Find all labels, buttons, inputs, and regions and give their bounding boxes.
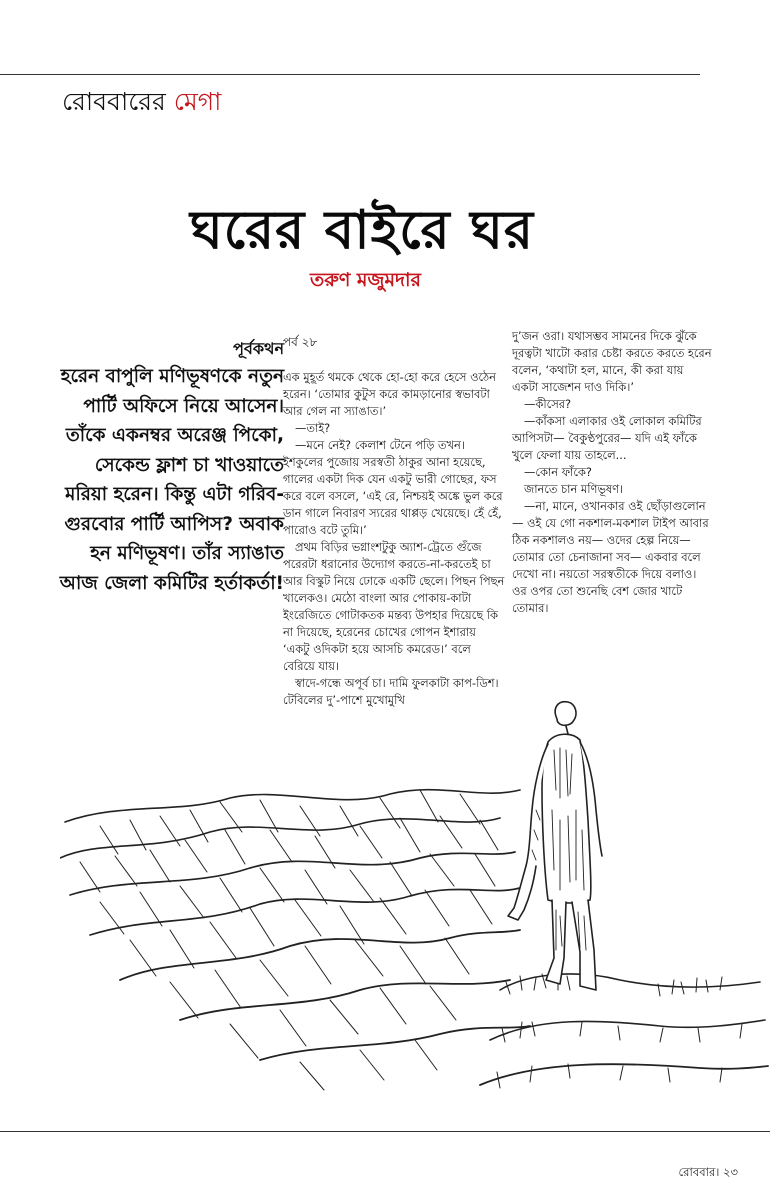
paragraph: —কীসের? [524, 397, 572, 411]
paragraph: স্বাদে-গন্ধে অপূর্ব চা। দামি ফুলকাটা কাপ-ডিশ। টেবিলের দু’-পাশে মুখোমুখি [283, 676, 499, 707]
top-rule [0, 74, 700, 75]
section-label-accent: মেগা [173, 87, 222, 116]
section-label-prefix: রোববারের [62, 87, 166, 116]
story-column-middle [283, 334, 505, 709]
author-byline: তরুণ মজুমদার [310, 269, 421, 291]
bottom-rule [0, 1131, 770, 1132]
episode-number: পর্ব ২৮ [283, 335, 318, 349]
man-on-hills-illustration [60, 690, 770, 1095]
section-label [62, 82, 221, 125]
paragraph: —কাঁকসা এলাকার ওই লোকাল কমিটির আপিসটা— বৈকুণ্ঠপুরের— যদি এই ফাঁকে খুলে ফেলা যায় তাহলে... [512, 414, 702, 462]
paragraph: দু’জন ওরা। যথাসম্ভব সামনের দিকে ঝুঁকে দূরত্বটা খাটো করার চেষ্টা করতে করতে হরেন বলেন, ‘কথাটা হল, মানে, কী করা যায় একটা সাজেশন দাও দিকি।’ [512, 329, 712, 394]
paragraph: —তাই? [295, 421, 331, 435]
recap-label: পূর্বকথন [233, 339, 284, 358]
paragraph: —মনে নেই? কেলাশ টেনে পড়ি তখন। ইশকুলের পুজোয় সরস্বতী ঠাকুর আনা হয়েছে, গালের একটা দিক যেন একটু ভারী গোছের, ফস করে বলে বসলে, ‘এই রে, নিশ্চয়ই অঙ্কে ভুল করে ডান গালে নিবারণ স্যরের থাপ্পড় খেয়েছে। হেঁ হেঁ, পারোও বটে তুমি।’ [283, 438, 503, 537]
recap-text: হরেন বাপুলি মণিভূষণকে নতুন পার্টি অফিসে নিয়ে আসেন। তাঁকে একনম্বর অরেঞ্জ পিকো, সেকেন্ড ফ্লাশ চা খাওয়াতে মরিয়া হরেন। কিন্তু এটা গরিব-গুরবোর পার্টি আপিস? অবাক হন মণিভূষণ। তাঁর স্যাঙাত আজ জেলা কমিটির হর্তাকর্তা! [59, 366, 284, 594]
story-title: ঘরের বাইরে ঘর [190, 200, 535, 261]
paragraph: —কোন ফাঁকে? [524, 465, 592, 479]
paragraph: প্রথম বিড়ির ভগ্নাংশটুকু অ্যাশ-ট্রেতে গুঁজে পরেরটা ধরানোর উদ্যোগ করতে-না-করতেই চা আর বিস্কুট নিয়ে ঢোকে একটি ছেলে। পিছন পিছন খালেকও। মেঠো বাংলা আর পোকায়-কাটা ইংরেজিতে গোটাকতক মন্তব্য উপহার দিয়েছে কি না দিয়েছে, হরেনের চোখের গোপন ইশারায় ‘একটু ওদিকটা হয়ে আসচি কমরেড।’ বলে বেরিয়ে যায়। [283, 540, 505, 673]
paragraph: জানতে চান মণিভূষণ। [524, 482, 624, 496]
story-column-right [512, 328, 712, 617]
page-folio: রোববার। ২৩ [678, 1165, 738, 1179]
paragraph: —না, মানে, ওখানকার ওই ছোঁড়াগুলোন— ওই যে গো নকশাল-মকশাল টাইপ আবার ঠিক নকশালও নয়— ওদের হেল্প নিয়ে— তোমার তো চেনাজানা সব— একবার বলে দেখো না। নয়তো সরস্বতীকে দিয়ে বলাও। ওর ওপর তো শুনেছি বেশ জোর খাটে তোমার। [512, 499, 709, 615]
paragraph: এক মুহূর্ত থমকে থেকে হো-হো করে হেসে ওঠেন হরেন। ‘তোমার কুটুস করে কামড়ানোর স্বভাবটা আর গেল না স্যাঙাত।’ [283, 370, 496, 418]
